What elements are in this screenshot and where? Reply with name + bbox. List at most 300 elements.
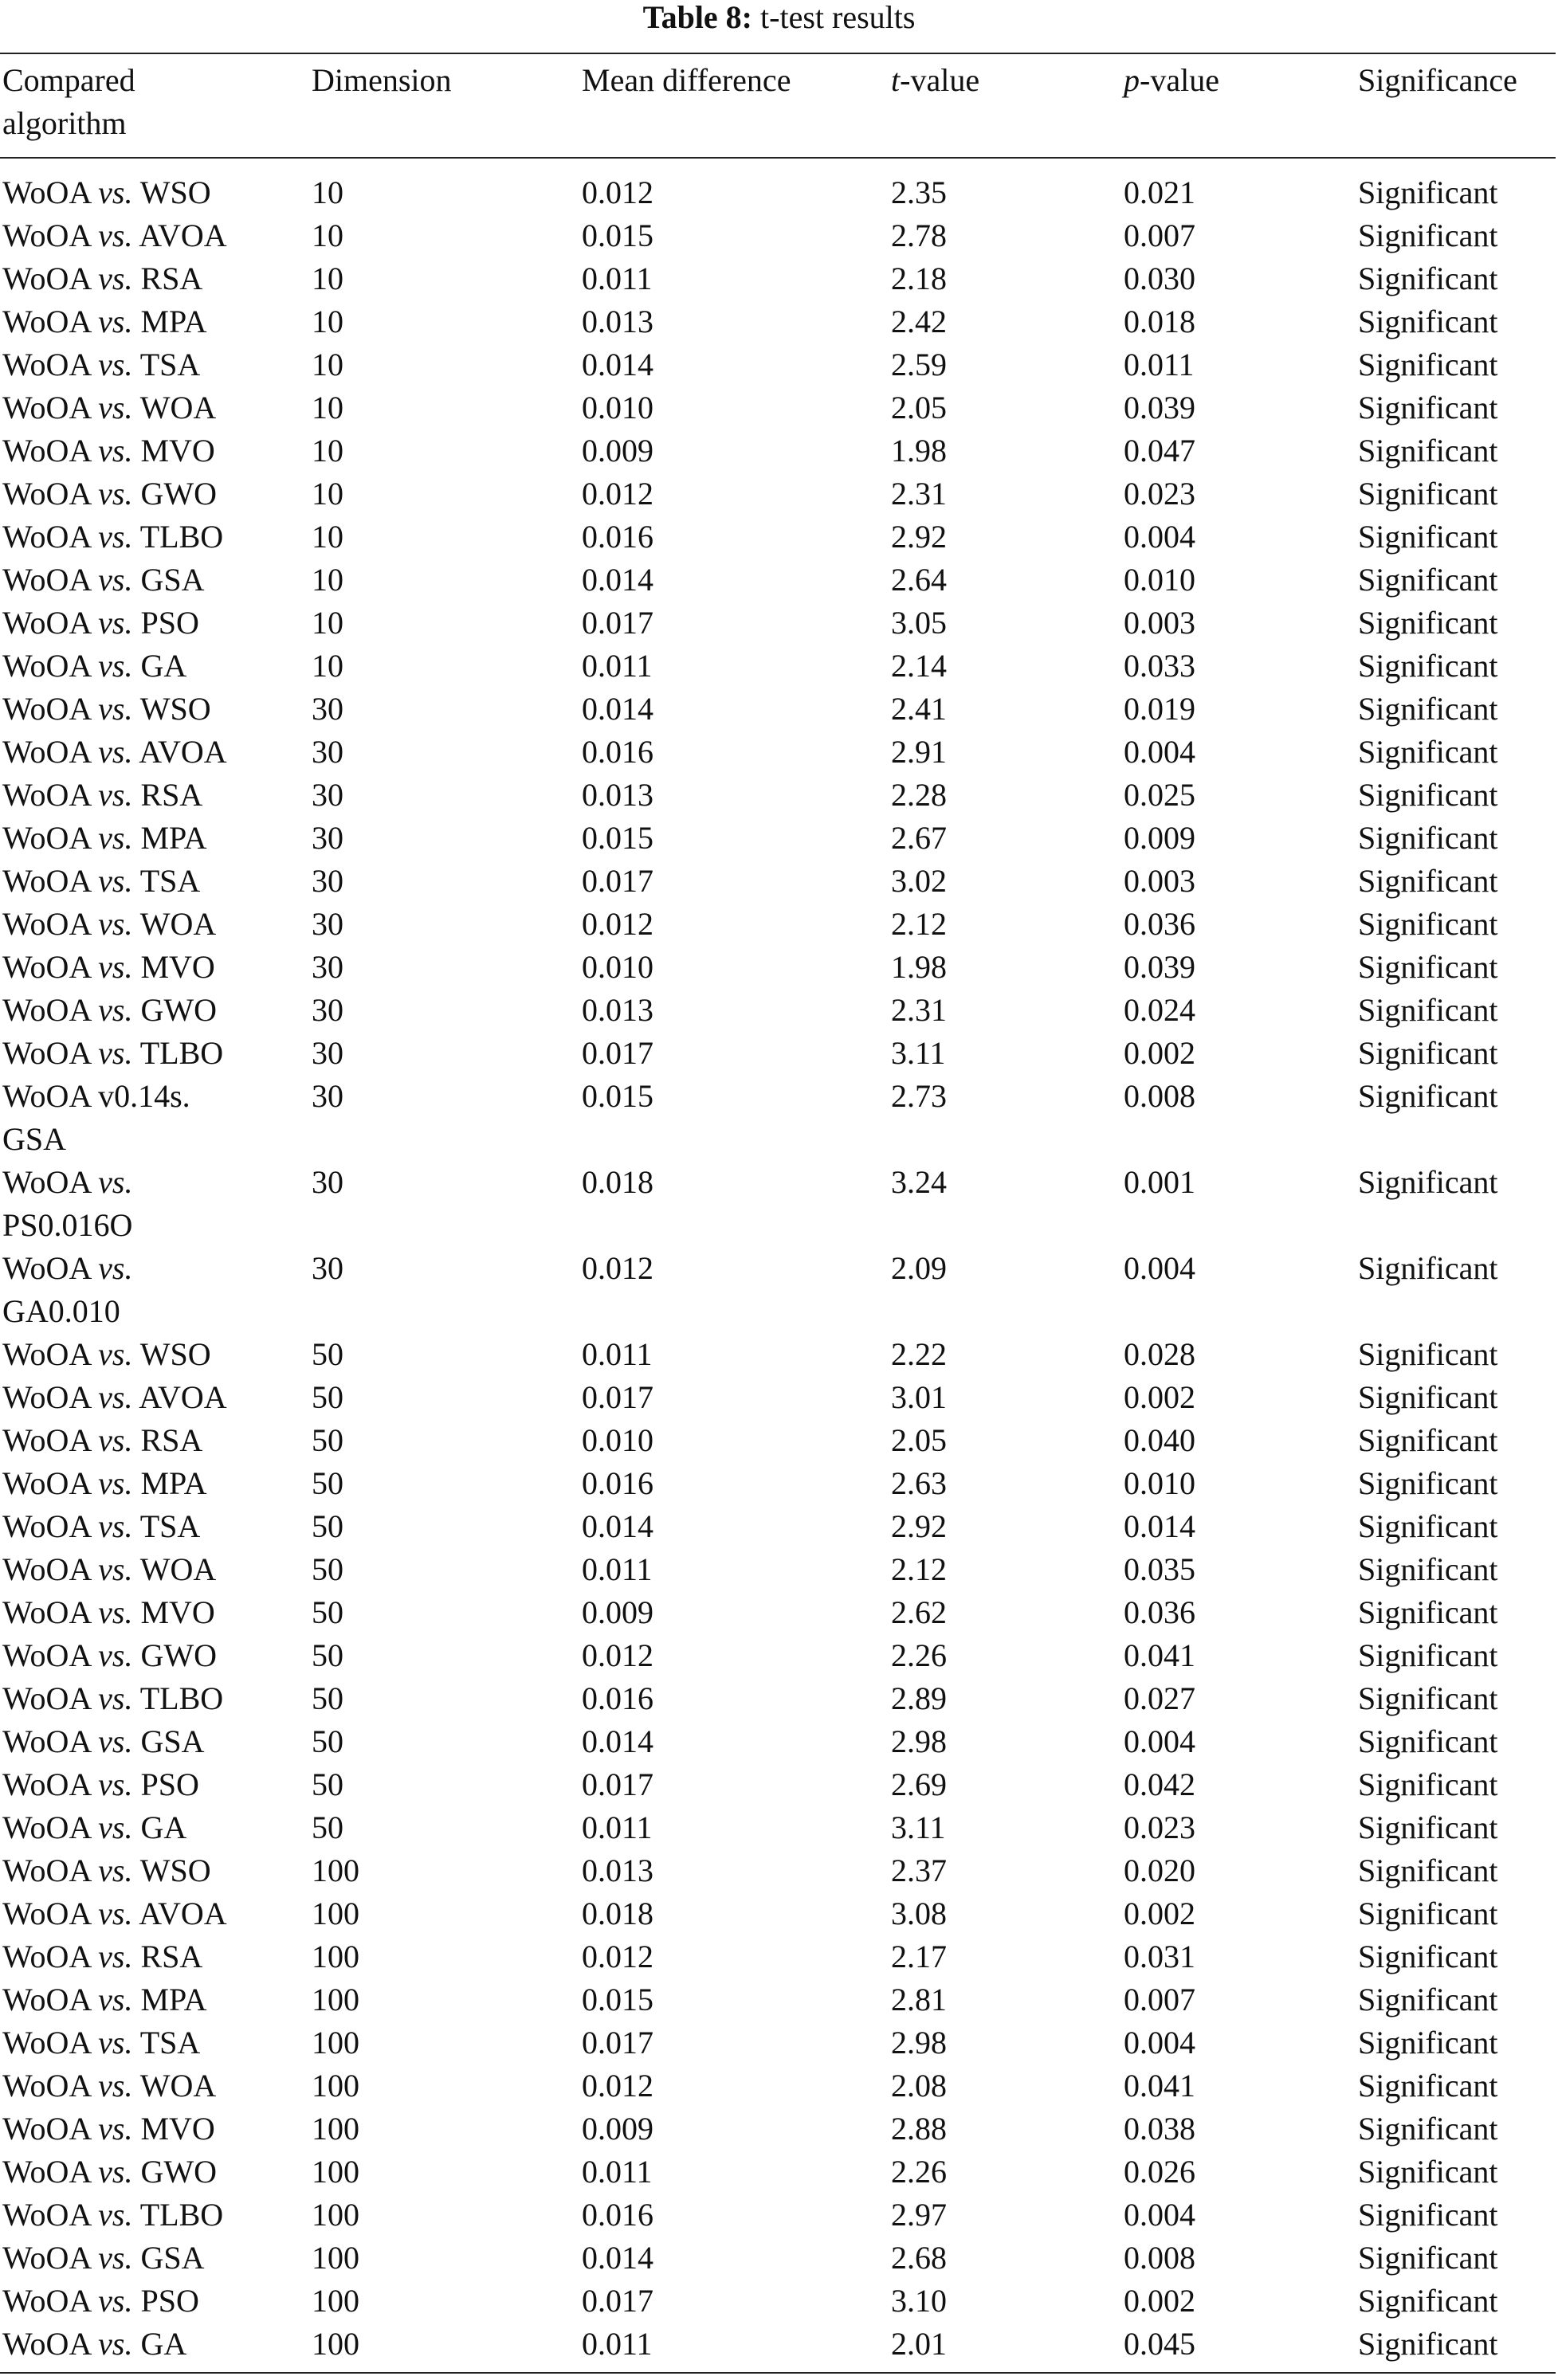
cell-t-value: 2.67: [891, 820, 947, 856]
cell-p-value: 0.031: [1124, 1939, 1195, 1974]
cell-dimension: 100: [312, 1896, 359, 1931]
algorithm-name: WoOA: [2, 519, 91, 555]
cell-significance: Significant: [1358, 2240, 1498, 2276]
cell-t-value: 2.01: [891, 2326, 947, 2362]
cell-dimension: 30: [312, 1035, 343, 1071]
algorithm-name: WoOA: [2, 2326, 91, 2362]
algorithm-name: WoOA: [2, 1766, 91, 1802]
header-compared-algorithm: Compared algorithm: [2, 62, 135, 141]
cell-mean-difference: 0.011: [582, 1551, 653, 1587]
cell-dimension: 100: [312, 2111, 359, 2147]
table-row: [0, 688, 1556, 731]
cell-compared-algorithm: [2, 1548, 249, 1591]
versus-label: vs.: [98, 2111, 133, 2147]
cell-t-value: 2.31: [891, 992, 947, 1028]
cell-compared-algorithm: [2, 989, 249, 1032]
algorithm-name: WoOA: [2, 261, 91, 296]
algorithm-name: WoOA: [2, 863, 91, 899]
cell-t-value: 2.91: [891, 734, 947, 770]
algorithm-name: WoOA: [2, 906, 91, 942]
compared-algorithm-name: RSA: [140, 1422, 203, 1458]
cell-significance: Significant: [1358, 476, 1498, 512]
cell-t-value: 2.18: [891, 261, 947, 296]
compared-algorithm-name: WOA: [139, 390, 217, 425]
cell-dimension: 50: [312, 1422, 343, 1458]
cell-significance: Significant: [1358, 2111, 1498, 2147]
cell-p-value: 0.011: [1124, 347, 1195, 382]
cell-p-value: 0.028: [1124, 1336, 1195, 1372]
table-row: [0, 2194, 1556, 2237]
cell-significance: Significant: [1358, 519, 1498, 555]
cell-compared-algorithm: [2, 1505, 249, 1548]
cell-compared-algorithm: [2, 2064, 249, 2107]
cell-dimension: 10: [312, 562, 343, 598]
algorithm-name: WoOA: [2, 820, 91, 856]
algorithm-name: WoOA: [2, 174, 91, 210]
cell-t-value: 3.01: [891, 1379, 947, 1415]
versus-label: vs.: [98, 1551, 133, 1587]
table-row: [0, 645, 1556, 688]
cell-significance: Significant: [1358, 691, 1498, 727]
cell-mean-difference: 0.010: [582, 949, 653, 985]
cell-t-value: 2.62: [891, 1594, 947, 1630]
table-row: [0, 2151, 1556, 2194]
cell-dimension: 50: [312, 1594, 343, 1630]
cell-p-value: 0.041: [1124, 2068, 1195, 2104]
cell-dimension: 30: [312, 992, 343, 1028]
versus-label: vs.: [98, 1035, 133, 1071]
cell-t-value: 2.42: [891, 304, 947, 339]
cell-significance: Significant: [1358, 347, 1498, 382]
cell-compared-algorithm: [2, 214, 249, 257]
algorithm-name: WoOA: [2, 1551, 91, 1587]
algorithm-name: WoOA: [2, 476, 91, 512]
header-dimension: Dimension: [312, 62, 452, 98]
table-row: [0, 602, 1556, 645]
cell-compared-algorithm: [2, 1892, 249, 1935]
compared-algorithm-name: PSO: [140, 2283, 199, 2319]
table-header: [0, 54, 1556, 156]
table-body: [0, 171, 1556, 2366]
compared-algorithm-name: WSO: [139, 1853, 211, 1888]
cell-significance: Significant: [1358, 1078, 1498, 1114]
algorithm-name: WoOA: [2, 1810, 91, 1845]
cell-mean-difference: 0.016: [582, 1465, 653, 1501]
cell-compared-algorithm: [2, 559, 249, 602]
compared-algorithm-name: PS0.016O: [2, 1207, 133, 1243]
cell-t-value: 2.78: [891, 218, 947, 253]
cell-t-value: 2.73: [891, 1078, 947, 1114]
cell-compared-algorithm: [2, 1591, 249, 1634]
table-row: [0, 1376, 1556, 1419]
cell-compared-algorithm: [2, 1075, 249, 1161]
table-row: [0, 472, 1556, 516]
versus-label: vs.: [98, 2025, 133, 2060]
algorithm-name: WoOA: [2, 304, 91, 339]
versus-label: vs.: [98, 1508, 133, 1544]
header-t-suffix: -value: [900, 62, 980, 98]
cell-mean-difference: 0.011: [582, 1336, 653, 1372]
header-p-symbol: p: [1124, 62, 1140, 98]
cell-significance: Significant: [1358, 992, 1498, 1028]
compared-algorithm-name: RSA: [140, 777, 203, 813]
cell-t-value: 2.17: [891, 1939, 947, 1974]
compared-algorithm-name: TSA: [139, 347, 201, 382]
table-caption-text: t-test results: [760, 0, 916, 35]
cell-mean-difference: 0.017: [582, 1379, 653, 1415]
cell-dimension: 30: [312, 906, 343, 942]
cell-significance: Significant: [1358, 2025, 1498, 2060]
cell-t-value: 2.92: [891, 1508, 947, 1544]
cell-mean-difference: 0.016: [582, 734, 653, 770]
compared-algorithm-name: WSO: [139, 1336, 211, 1372]
versus-label: vs.: [98, 2326, 133, 2362]
cell-significance: Significant: [1358, 777, 1498, 813]
table-row: [0, 1634, 1556, 1677]
cell-t-value: 2.37: [891, 1853, 947, 1888]
algorithm-name: WoOA: [2, 1164, 91, 1200]
compared-algorithm-name: AVOA: [139, 218, 227, 253]
cell-dimension: 50: [312, 1465, 343, 1501]
cell-significance: Significant: [1358, 648, 1498, 684]
cell-compared-algorithm: [2, 257, 249, 300]
compared-algorithm-name: MPA: [140, 304, 207, 339]
cell-mean-difference: 0.011: [582, 261, 653, 296]
cell-t-value: 2.12: [891, 1551, 947, 1587]
cell-p-value: 0.008: [1124, 2240, 1195, 2276]
compared-algorithm-name: PSO: [140, 605, 199, 641]
cell-mean-difference: 0.014: [582, 1723, 653, 1759]
cell-dimension: 10: [312, 261, 343, 296]
cell-compared-algorithm: [2, 2107, 249, 2151]
table-row: [0, 731, 1556, 774]
cell-mean-difference: 0.015: [582, 820, 653, 856]
cell-compared-algorithm: [2, 1806, 249, 1849]
cell-dimension: 100: [312, 2240, 359, 2276]
algorithm-name: WoOA: [2, 347, 91, 382]
cell-compared-algorithm: [2, 2237, 249, 2280]
cell-dimension: 30: [312, 734, 343, 770]
table-caption: [0, 0, 1558, 41]
table-row: [0, 516, 1556, 559]
table-row: [0, 946, 1556, 989]
cell-significance: Significant: [1358, 390, 1498, 425]
algorithm-name: WoOA: [2, 1680, 91, 1716]
compared-algorithm-name: TSA: [139, 1508, 201, 1544]
bottom-rule: [0, 2372, 1556, 2374]
algorithm-name: WoOA: [2, 992, 91, 1028]
cell-mean-difference: 0.018: [582, 1164, 653, 1200]
cell-mean-difference: 0.009: [582, 1594, 653, 1630]
versus-label: vs.: [98, 1939, 133, 1974]
compared-algorithm-name: MVO: [140, 2111, 215, 2147]
cell-mean-difference: 0.012: [582, 1939, 653, 1974]
cell-dimension: 50: [312, 1336, 343, 1372]
compared-algorithm-name: GSA: [140, 562, 205, 598]
cell-mean-difference: 0.011: [582, 648, 653, 684]
cell-p-value: 0.010: [1124, 1465, 1195, 1501]
compared-algorithm-name: MVO: [140, 433, 215, 469]
cell-t-value: 2.31: [891, 476, 947, 512]
versus-label: vs.: [98, 863, 133, 899]
cell-dimension: 30: [312, 949, 343, 985]
table-row: [0, 1892, 1556, 1935]
cell-p-value: 0.009: [1124, 820, 1195, 856]
cell-significance: Significant: [1358, 1637, 1498, 1673]
versus-label: vs.: [98, 304, 133, 339]
cell-compared-algorithm: [2, 903, 249, 946]
cell-mean-difference: 0.012: [582, 1637, 653, 1673]
cell-compared-algorithm: [2, 429, 249, 472]
cell-dimension: 50: [312, 1680, 343, 1716]
compared-algorithm-name: GWO: [140, 992, 217, 1028]
versus-label: vs.: [98, 2154, 133, 2190]
cell-t-value: 2.12: [891, 906, 947, 942]
cell-p-value: 0.027: [1124, 1680, 1195, 1716]
cell-dimension: 100: [312, 2283, 359, 2319]
cell-mean-difference: 0.012: [582, 174, 653, 210]
compared-algorithm-name: MPA: [140, 820, 207, 856]
cell-compared-algorithm: [2, 386, 249, 429]
cell-p-value: 0.003: [1124, 605, 1195, 641]
cell-mean-difference: 0.009: [582, 2111, 653, 2147]
versus-label: vs.: [98, 1853, 133, 1888]
versus-label: vs.: [98, 2197, 133, 2233]
versus-label: vs.: [98, 1637, 133, 1673]
cell-t-value: 2.69: [891, 1766, 947, 1802]
cell-t-value: 2.35: [891, 174, 947, 210]
cell-mean-difference: 0.012: [582, 2068, 653, 2104]
cell-compared-algorithm: [2, 1978, 249, 2021]
cell-dimension: 10: [312, 476, 343, 512]
cell-p-value: 0.014: [1124, 1508, 1195, 1544]
cell-significance: Significant: [1358, 1766, 1498, 1802]
algorithm-name: WoOA: [2, 691, 91, 727]
versus-label: vs.: [98, 1465, 133, 1501]
versus-label: vs.: [98, 261, 133, 296]
cell-dimension: 10: [312, 218, 343, 253]
cell-p-value: 0.024: [1124, 992, 1195, 1028]
table-row: [0, 1978, 1556, 2021]
versus-label: vs.: [98, 777, 133, 813]
cell-dimension: 30: [312, 1250, 343, 1286]
table-row: [0, 1548, 1556, 1591]
cell-dimension: 30: [312, 691, 343, 727]
cell-t-value: 3.10: [891, 2283, 947, 2319]
cell-significance: Significant: [1358, 2154, 1498, 2190]
cell-dimension: 100: [312, 1853, 359, 1888]
versus-label: vs.: [98, 476, 133, 512]
cell-mean-difference: 0.015: [582, 1982, 653, 2017]
cell-t-value: 2.89: [891, 1680, 947, 1716]
cell-compared-algorithm: [2, 1677, 249, 1720]
algorithm-name: WoOA: [2, 605, 91, 641]
compared-algorithm-name: TLBO: [139, 1035, 224, 1071]
cell-p-value: 0.019: [1124, 691, 1195, 727]
algorithm-name: WoOA: [2, 1939, 91, 1974]
cell-p-value: 0.047: [1124, 433, 1195, 469]
cell-compared-algorithm: [2, 1462, 249, 1505]
versus-label: vs.: [98, 2068, 133, 2104]
cell-mean-difference: 0.013: [582, 992, 653, 1028]
cell-dimension: 50: [312, 1810, 343, 1845]
cell-significance: Significant: [1358, 863, 1498, 899]
cell-compared-algorithm: [2, 343, 249, 386]
table-caption-label: Table 8:: [642, 0, 753, 35]
cell-significance: Significant: [1358, 1508, 1498, 1544]
cell-dimension: 50: [312, 1637, 343, 1673]
compared-algorithm-name: AVOA: [139, 734, 227, 770]
algorithm-name: WoOA: [2, 2197, 91, 2233]
cell-mean-difference: 0.011: [582, 2154, 653, 2190]
compared-algorithm-name: GWO: [140, 2154, 217, 2190]
table-row: [0, 1161, 1556, 1247]
compared-algorithm-name: TSA: [139, 863, 201, 899]
cell-compared-algorithm: [2, 774, 249, 817]
versus-label: vs.: [98, 347, 133, 382]
cell-p-value: 0.039: [1124, 390, 1195, 425]
cell-p-value: 0.004: [1124, 2025, 1195, 2060]
cell-compared-algorithm: [2, 860, 249, 903]
cell-t-value: 2.05: [891, 1422, 947, 1458]
cell-significance: Significant: [1358, 1035, 1498, 1071]
cell-p-value: 0.004: [1124, 519, 1195, 555]
cell-t-value: 1.98: [891, 949, 947, 985]
cell-compared-algorithm: [2, 1032, 249, 1075]
table-row: [0, 386, 1556, 429]
cell-t-value: 2.64: [891, 562, 947, 598]
cell-compared-algorithm: [2, 2280, 249, 2323]
compared-algorithm-name: GSA: [2, 1121, 67, 1157]
algorithm-name: WoOA: [2, 1896, 91, 1931]
compared-algorithm-name: GWO: [140, 476, 217, 512]
table-row: [0, 1075, 1556, 1161]
versus-label: vs.: [98, 1250, 133, 1286]
cell-p-value: 0.038: [1124, 2111, 1195, 2147]
algorithm-name: WoOA: [2, 1508, 91, 1544]
cell-p-value: 0.023: [1124, 1810, 1195, 1845]
versus-label: vs.: [98, 992, 133, 1028]
table-row: [0, 2064, 1556, 2107]
cell-p-value: 0.036: [1124, 906, 1195, 942]
versus-label: vs.: [98, 1336, 133, 1372]
cell-mean-difference: 0.017: [582, 863, 653, 899]
compared-algorithm-name: TSA: [139, 2025, 201, 2060]
cell-t-value: 2.97: [891, 2197, 947, 2233]
cell-t-value: 3.24: [891, 1164, 947, 1200]
cell-mean-difference: 0.011: [582, 2326, 653, 2362]
table-row: [0, 1505, 1556, 1548]
compared-algorithm-name: TLBO: [139, 1680, 224, 1716]
cell-dimension: 30: [312, 1164, 343, 1200]
table-row: [0, 817, 1556, 860]
cell-p-value: 0.002: [1124, 1035, 1195, 1071]
cell-significance: Significant: [1358, 1982, 1498, 2017]
cell-p-value: 0.002: [1124, 1896, 1195, 1931]
cell-significance: Significant: [1358, 1594, 1498, 1630]
cell-significance: Significant: [1358, 1336, 1498, 1372]
table-row: [0, 1419, 1556, 1462]
cell-p-value: 0.004: [1124, 1723, 1195, 1759]
cell-compared-algorithm: [2, 2194, 249, 2237]
cell-mean-difference: 0.014: [582, 1508, 653, 1544]
compared-algorithm-name: GWO: [140, 1637, 217, 1673]
cell-significance: Significant: [1358, 734, 1498, 770]
algorithm-name: WoOA: [2, 1336, 91, 1372]
cell-t-value: 3.05: [891, 605, 947, 641]
table-row: [0, 1677, 1556, 1720]
cell-significance: Significant: [1358, 1250, 1498, 1286]
versus-label: vs.: [98, 1766, 133, 1802]
cell-compared-algorithm: [2, 1720, 249, 1763]
table-row: [0, 1720, 1556, 1763]
cell-dimension: 50: [312, 1551, 343, 1587]
compared-algorithm-name: MPA: [140, 1465, 207, 1501]
cell-t-value: 3.02: [891, 863, 947, 899]
algorithm-name: WoOA: [2, 2025, 91, 2060]
versus-label: vs.: [98, 433, 133, 469]
cell-p-value: 0.004: [1124, 734, 1195, 770]
cell-mean-difference: 0.017: [582, 1035, 653, 1071]
cell-significance: Significant: [1358, 174, 1498, 210]
table-row: [0, 1935, 1556, 1978]
table-row: [0, 1849, 1556, 1892]
cell-p-value: 0.007: [1124, 1982, 1195, 2017]
algorithm-name: WoOA: [2, 1723, 91, 1759]
cell-t-value: 2.98: [891, 1723, 947, 1759]
algorithm-name: WoOA: [2, 648, 91, 684]
cell-dimension: 50: [312, 1723, 343, 1759]
cell-t-value: 2.28: [891, 777, 947, 813]
cell-significance: Significant: [1358, 906, 1498, 942]
compared-algorithm-name: WOA: [139, 906, 217, 942]
cell-significance: Significant: [1358, 1896, 1498, 1931]
table-row: [0, 989, 1556, 1032]
cell-p-value: 0.026: [1124, 2154, 1195, 2190]
algorithm-name: WoOA: [2, 2154, 91, 2190]
cell-t-value: 2.05: [891, 390, 947, 425]
compared-algorithm-name: WOA: [139, 1551, 217, 1587]
cell-mean-difference: 0.013: [582, 304, 653, 339]
algorithm-name: WoOA: [2, 2240, 91, 2276]
cell-t-value: 2.09: [891, 1250, 947, 1286]
compared-algorithm-name: GSA: [140, 1723, 205, 1759]
cell-p-value: 0.036: [1124, 1594, 1195, 1630]
cell-mean-difference: 0.017: [582, 605, 653, 641]
cell-dimension: 100: [312, 2154, 359, 2190]
cell-dimension: 100: [312, 1982, 359, 2017]
versus-label: vs.: [98, 734, 133, 770]
cell-mean-difference: 0.012: [582, 476, 653, 512]
cell-significance: Significant: [1358, 1551, 1498, 1587]
cell-p-value: 0.021: [1124, 174, 1195, 210]
algorithm-name: WoOA: [2, 433, 91, 469]
cell-p-value: 0.025: [1124, 777, 1195, 813]
versus-label: vs.: [98, 648, 133, 684]
cell-compared-algorithm: [2, 2151, 249, 2194]
cell-t-value: 2.59: [891, 347, 947, 382]
cell-p-value: 0.020: [1124, 1853, 1195, 1888]
compared-algorithm-name: GA: [140, 648, 187, 684]
cell-mean-difference: 0.014: [582, 2240, 653, 2276]
algorithm-name: WoOA: [2, 2111, 91, 2147]
cell-t-value: 3.11: [891, 1035, 946, 1071]
cell-compared-algorithm: [2, 1376, 249, 1419]
versus-label: vs.: [98, 691, 133, 727]
cell-dimension: 100: [312, 2025, 359, 2060]
cell-dimension: 100: [312, 1939, 359, 1974]
cell-dimension: 100: [312, 2326, 359, 2362]
